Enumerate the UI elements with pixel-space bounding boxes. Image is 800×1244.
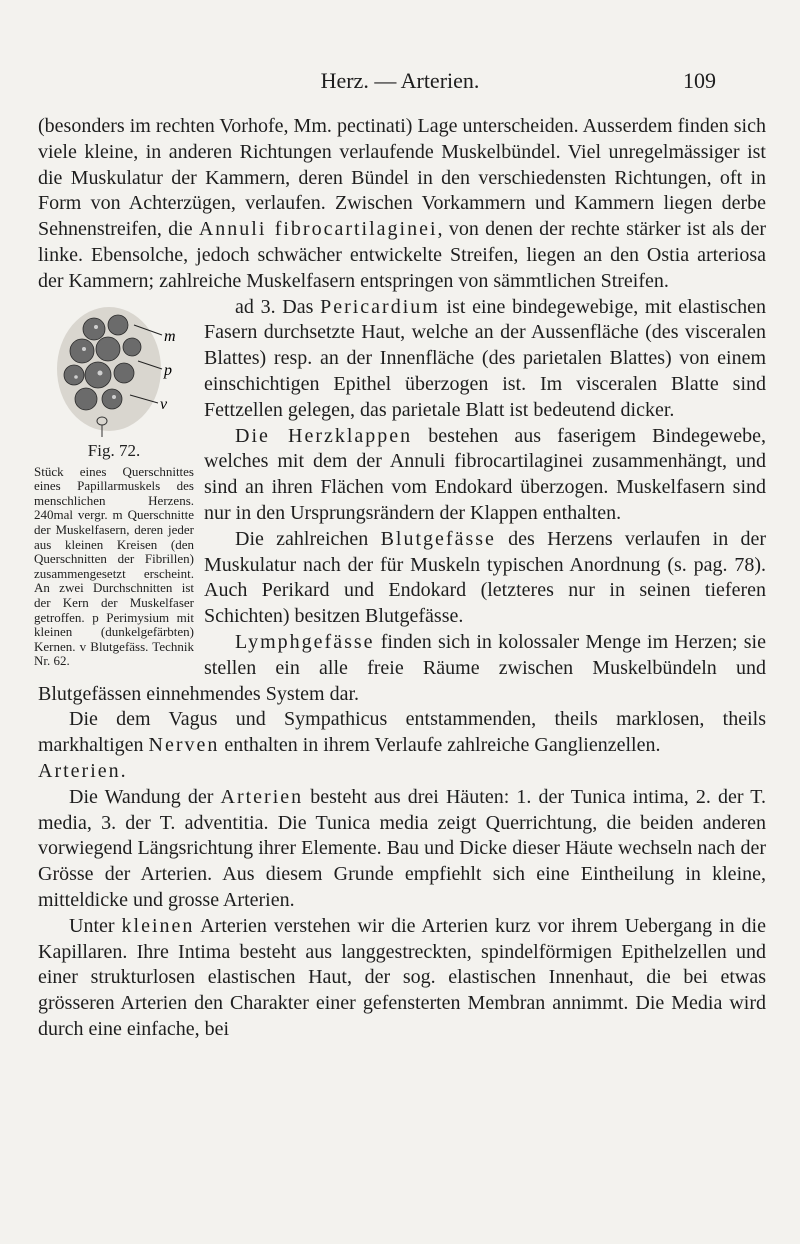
paragraph-muscle: [38, 114, 766, 295]
term-nerven: Nerven: [148, 734, 220, 757]
text-run: , von denen der rechte stärker ist als der linke. Ebensolche, jedoch schwächer entwickelte Streifen, liegen an den Ostia arteriosa der Kammern; zahlreiche Muskelfasern entspringen von sämmtlichen Streifen.: [38, 218, 767, 292]
term-kleinen: kleinen: [121, 914, 195, 937]
paragraph-small-arteries: [38, 914, 766, 1043]
body-text: [34, 114, 767, 1043]
text-run: Die dem Vagus und Sympathicus entstammenden, theils marklosen, theils markhaltigen: [38, 708, 766, 757]
text-run: Die zahlreichen: [235, 527, 381, 550]
label-v: v: [160, 395, 168, 413]
text-run: besteht aus drei Häuten: 1. der Tunica intima, 2. der T. media, 3. der T. adventitia. Die Tunica media zeigt Querrichtung, die beiden anderen vorwiegend Längsrichtung ihrer Elemente. Bau und Dicke dieser Häute wechseln nach der Grösse der Arterien. Aus diesem Grunde empfiehlt sich eine Eintheilung in kleine, mitteldicke und grosse Arterien.: [38, 785, 766, 911]
label-p: p: [164, 361, 172, 379]
papillary-muscle-section-illustration: [34, 299, 194, 439]
page-number: 109: [683, 68, 716, 93]
text-run: ad 3. Das: [235, 295, 321, 318]
figure-72: [34, 299, 194, 669]
text-run: Unter: [69, 914, 122, 937]
figure-label: Fig. 72.: [87, 440, 141, 460]
label-m: m: [164, 327, 176, 345]
running-header: [0, 68, 800, 98]
text-run: Arterien verstehen wir die Arterien kurz vor ihrem Uebergang in die Kapillaren. Ihre Intima besteht aus langgestreckten, spindelförmigen Epithelzellen und einer strukturlosen elastischen Haut, der sog. elastischen Innenhaut, die bei etwas grösseren Arterien den Charakter einer gefensterten Membran annimmt. Die Media wird durch eine einfache, bei: [38, 914, 766, 1040]
paragraph-artery-wall: [38, 785, 766, 914]
term-lymphgefaesse: Lymphgefässe: [235, 630, 375, 653]
figure-caption: Stück eines Querschnittes eines Papillarmuskels des menschlichen Herzens. 240mal vergr. m Querschnitte der Muskelfasern, deren jeder aus kleinen Kreisen (den Querschnitten der Fibrillen) zusammengesetzt erscheint. An zwei Durchschnitten ist der Kern der Muskelfaser getroffen. p Perimysium mit kleinen (dunkelgefärbten) Kernen. v Blutgefäss. Technik Nr. 62.: [34, 463, 194, 669]
term-pericardium: Pericardium: [320, 295, 440, 318]
text-run: ist eine bindegewebige, mit elastischen Fasern durchsetzte Haut, welche an der Aussenfläche (des visceralen Blattes) resp. an der Innenfläche (des parietalen Blattes) von einem einschichtigen Epithel überzogen ist. Im visceralen Blatte sind Fettzellen gelegen, das parietale Blatt ist bedeutend dicker.: [204, 295, 766, 421]
running-title: Herz. — Arterien.: [320, 68, 480, 93]
text-run: (besonders im rechten Vorhofe, Mm. pectinati) Lage unterscheiden. Ausserdem finden sich viele kleine, in anderen Richtungen verlaufende Muskelbündel. Viel unregelmässiger ist die Muskulatur der Kammern, deren Bündel in den verschiedensten Richtungen, oft in Form von Achterzügen, verlaufen. Zwischen Vorkammern und Kammern liegen derbe Sehnenstreifen, die: [38, 115, 766, 241]
text-run: finden sich in kolossaler Menge im Herzen; sie stellen ein alle freie Räume zwischen Muskelbündeln und Blutgefässen einnehmendes System dar.: [38, 630, 766, 705]
term-arterien: Arterien: [220, 785, 304, 808]
text-run: Die Wandung der: [69, 785, 221, 808]
term-herzklappen: Die Herzklappen: [235, 424, 413, 447]
text-run: bestehen aus faserigem Bindegewebe, welches mit dem der Annuli fibrocartilaginei zusammenhängt, und sind an ihren Flächen vom Endokard überzogen. Muskelfasern sind nur in den Ursprungsrändern der Klappen enthalten.: [204, 424, 766, 524]
section-heading-arteries: Arterien.: [38, 759, 128, 782]
term-annuli: Annuli fibrocartilaginei: [198, 218, 438, 241]
text-run: enthalten in ihrem Verlaufe zahlreiche Ganglienzellen.: [219, 734, 661, 757]
text-run: des Herzens verlaufen in der Muskulatur nach der für Muskeln typischen Anordnung (s. pag. 78). Auch Perikard und Endokard (letzteres nur in seinen tieferen Schichten) besitzen Blutgefässe.: [204, 527, 766, 628]
paragraph-nerves: [38, 707, 766, 759]
term-blutgefaesse: Blutgefässe: [380, 527, 496, 550]
